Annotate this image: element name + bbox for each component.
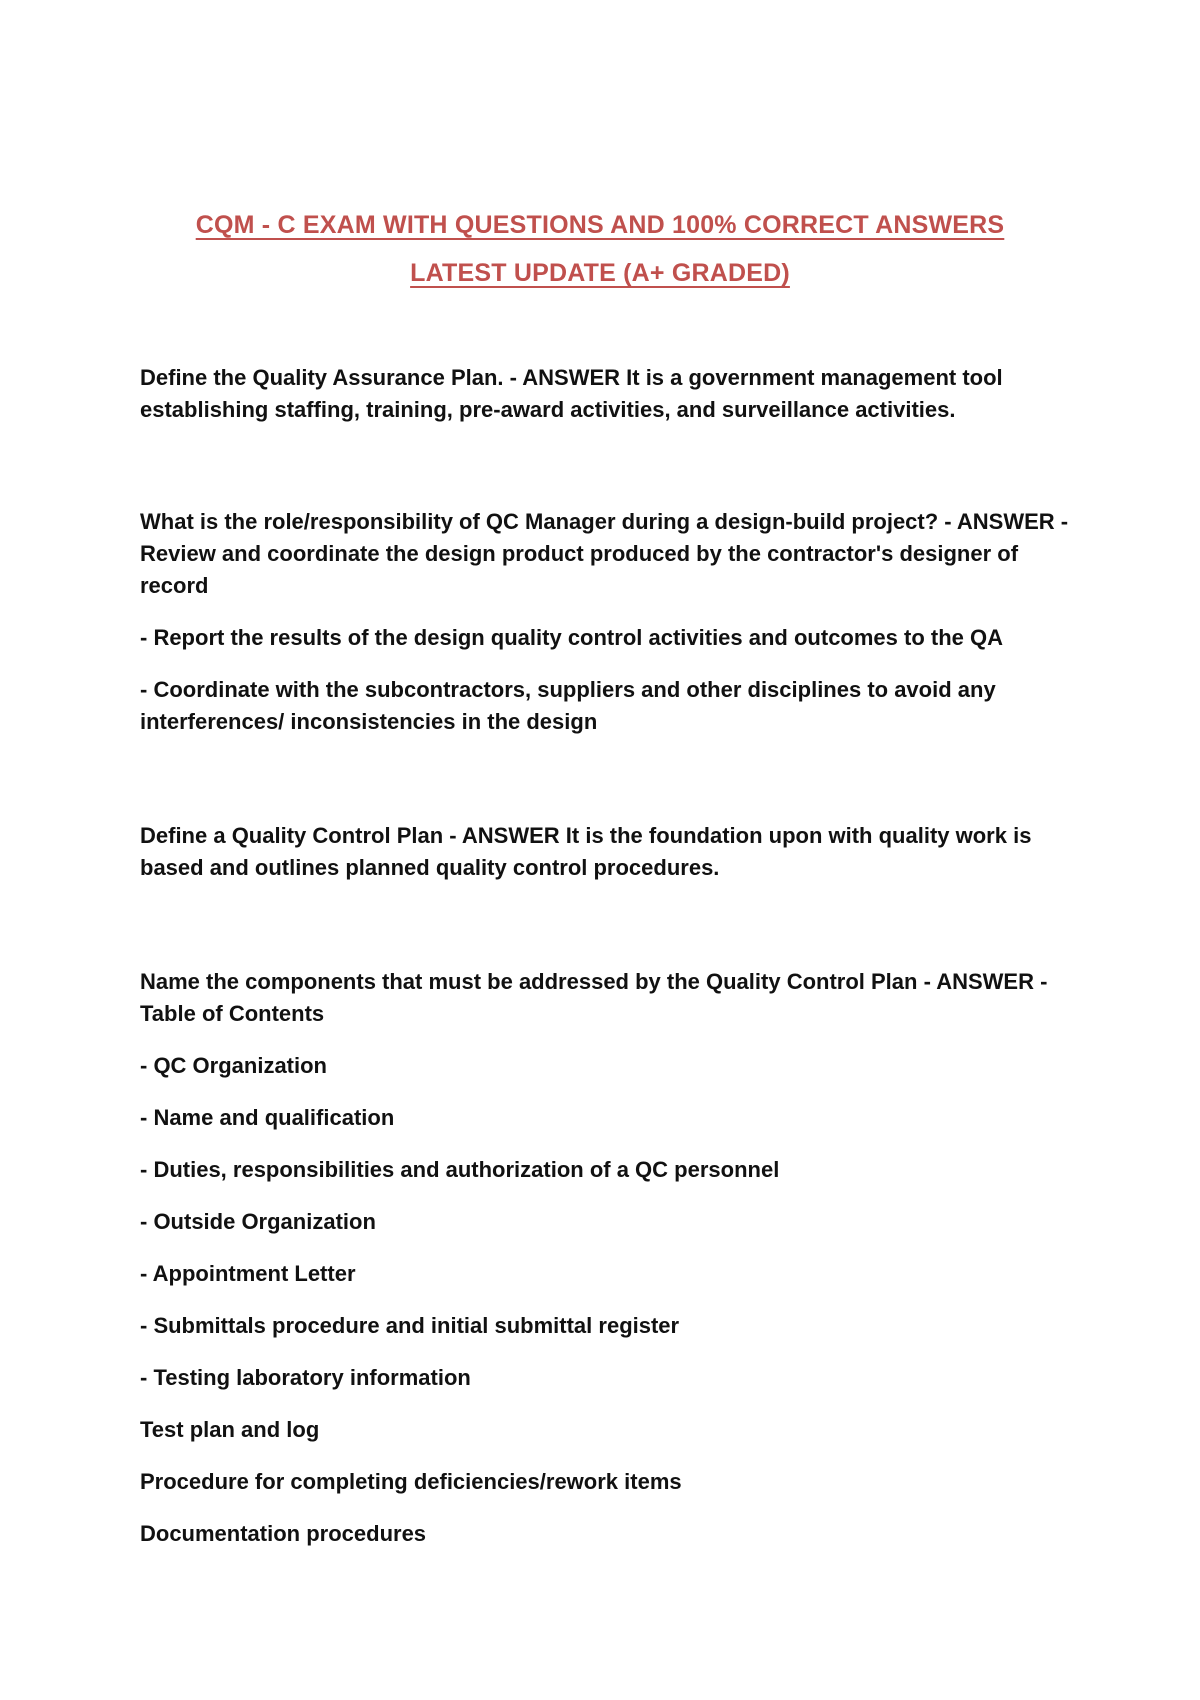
- list-item: - Submittals procedure and initial submittal register: [140, 1313, 680, 1338]
- list-item: Procedure for completing deficiencies/rework items: [140, 1469, 682, 1494]
- qa-item-qc-manager-role: [140, 506, 1070, 738]
- title-line-2: LATEST UPDATE (A+ GRADED): [410, 259, 790, 287]
- question-answer-text: Name the components that must be addressed by the Quality Control Plan - ANSWER - Table of Contents: [140, 969, 1048, 1026]
- qa-item-qcp-components: [140, 966, 1070, 1550]
- qa-item-quality-control-plan: [140, 820, 1070, 884]
- list-item: - Name and qualification: [140, 1105, 395, 1130]
- question-answer-text: Define the Quality Assurance Plan. - ANSWER It is a government management tool establishing staffing, training, pre-award activities, and surveillance activities.: [140, 365, 1003, 422]
- list-item: - Appointment Letter: [140, 1261, 356, 1286]
- title-line-1: CQM - C EXAM WITH QUESTIONS AND 100% CORRECT ANSWERS: [195, 211, 1005, 239]
- list-item: - QC Organization: [140, 1053, 327, 1078]
- document-title: [0, 203, 1200, 299]
- list-item: - Outside Organization: [140, 1209, 376, 1234]
- question-answer-text: What is the role/responsibility of QC Manager during a design-build project? - ANSWER - Review and coordinate the design product produced by the contractor's designer of record: [140, 509, 1069, 598]
- question-answer-text: Define a Quality Control Plan - ANSWER It is the foundation upon with quality work is based and outlines planned quality control procedures.: [140, 823, 1032, 880]
- list-item: - Report the results of the design quality control activities and outcomes to the QA: [140, 625, 1003, 650]
- list-item: Documentation procedures: [140, 1521, 427, 1546]
- qa-item-quality-assurance-plan: [140, 362, 1070, 426]
- list-item: - Coordinate with the subcontractors, suppliers and other disciplines to avoid any interferences/ inconsistencies in the design: [140, 677, 996, 734]
- list-item: - Duties, responsibilities and authorization of a QC personnel: [140, 1157, 780, 1182]
- list-item: Test plan and log: [140, 1417, 320, 1442]
- list-item: - Testing laboratory information: [140, 1365, 471, 1390]
- qa-content: [140, 362, 1070, 1550]
